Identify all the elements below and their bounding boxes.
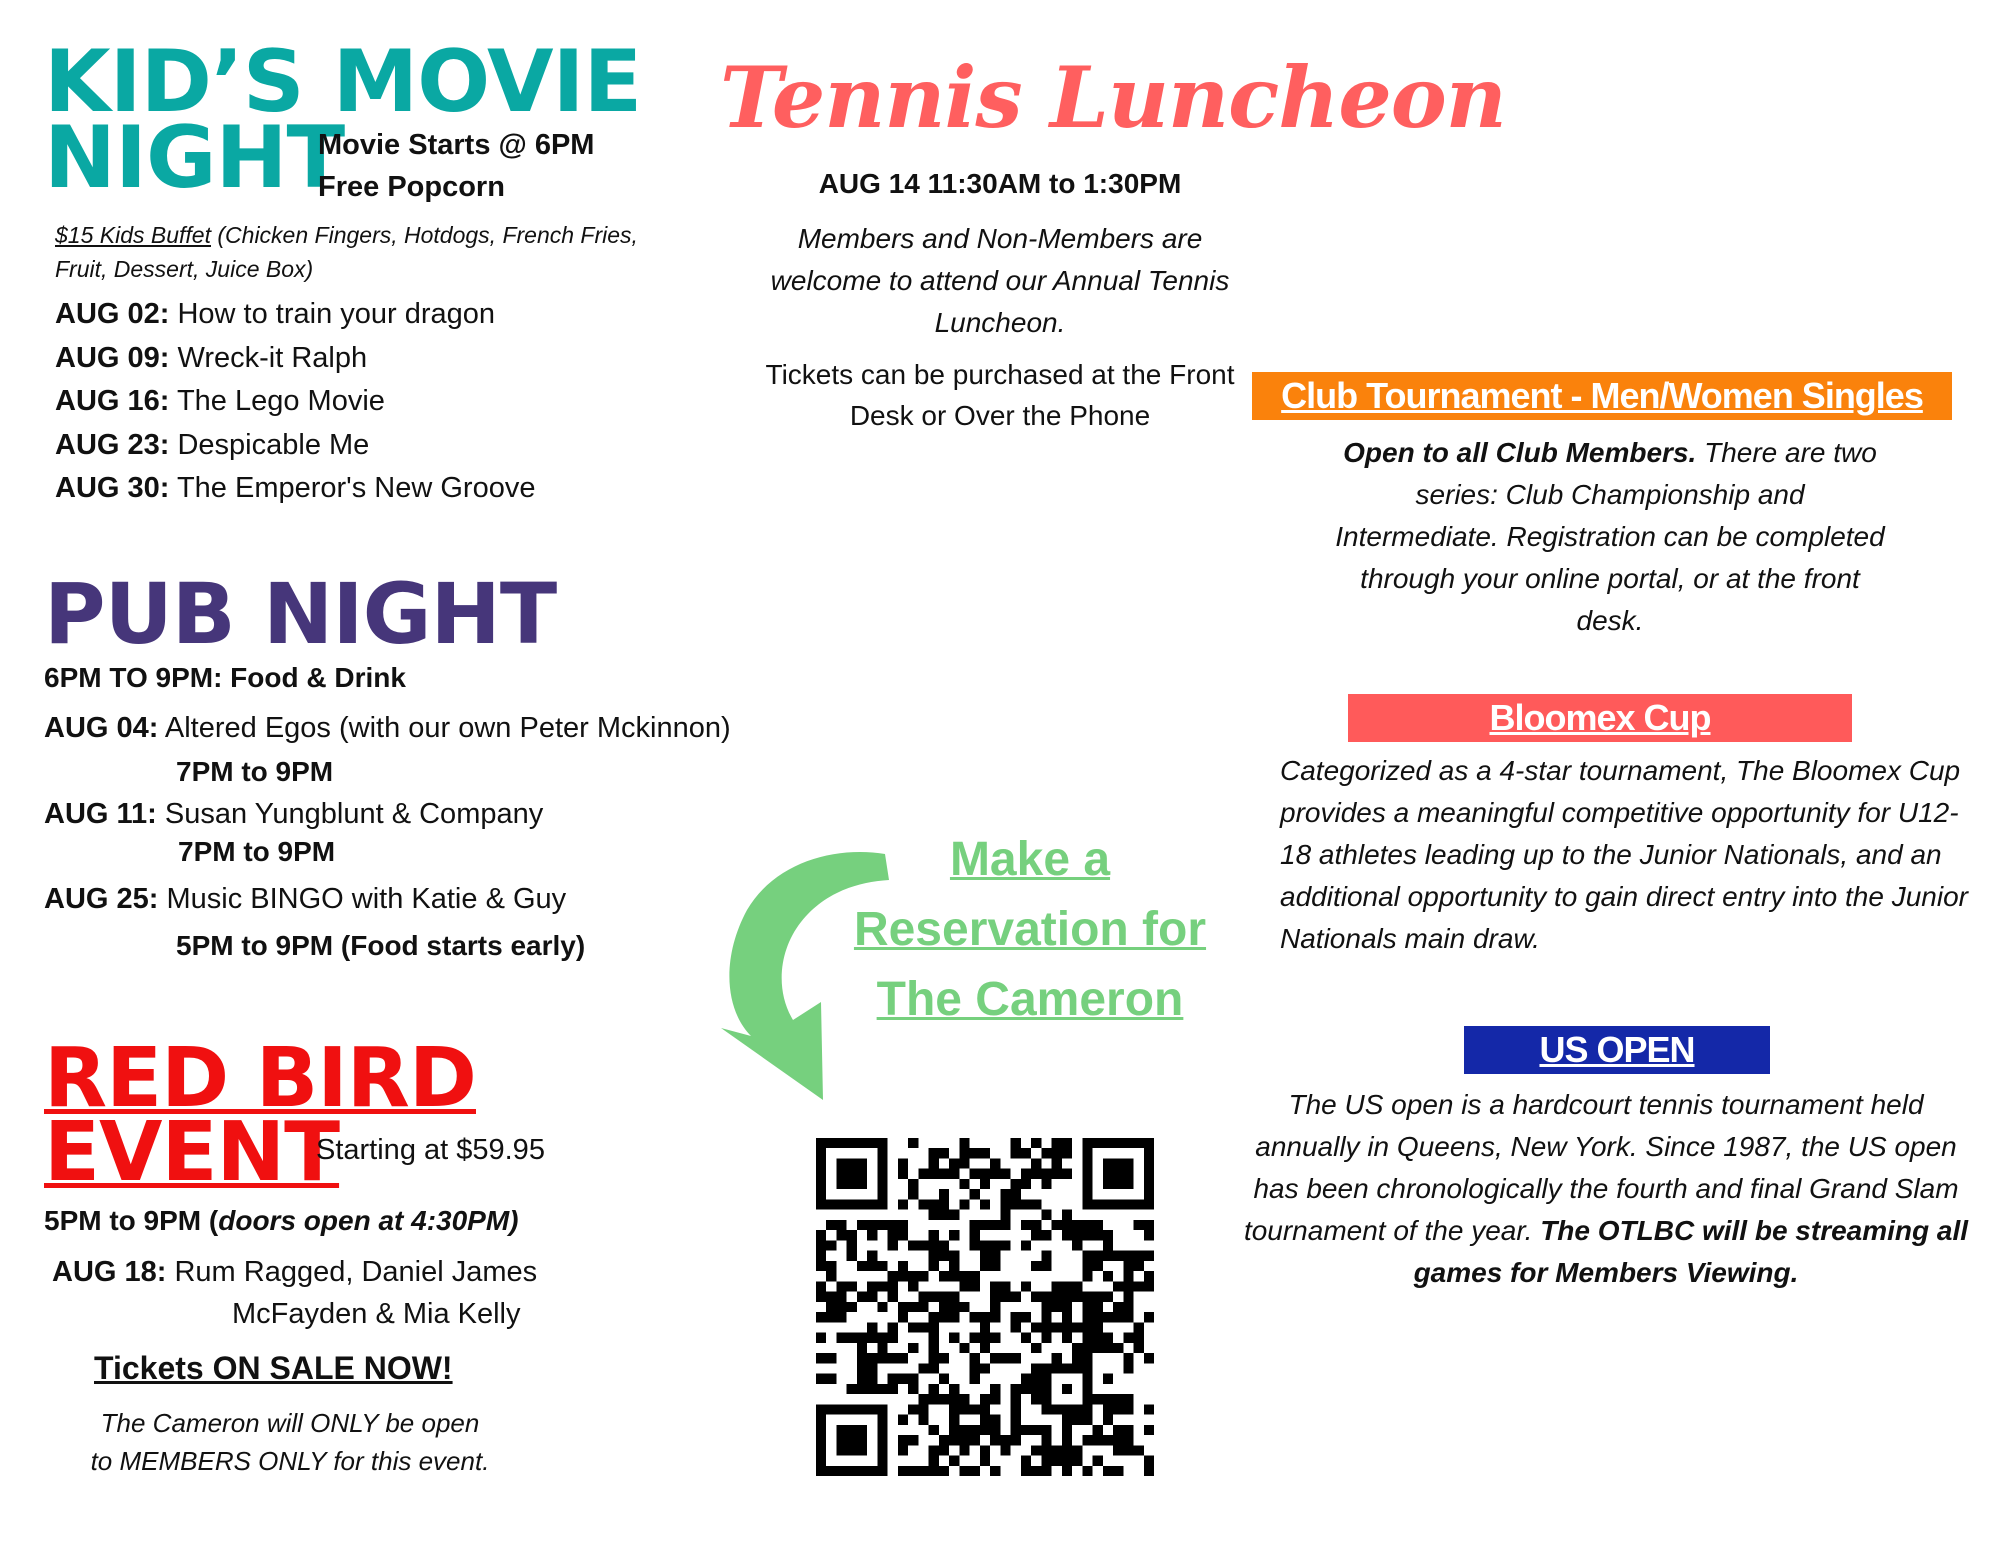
red-bird-price: Starting at $59.95 [316, 1134, 545, 1166]
club-tournament-banner: Club Tournament - Men/Women Singles [1252, 372, 1952, 420]
kids-title-line1: KID’S MOVIE [44, 32, 642, 132]
tennis-luncheon-title: Tennis Luncheon [720, 48, 1506, 147]
pub-event-act: Altered Egos (with our own Peter Mckinnon) [158, 712, 731, 744]
bloomex-cup-text: Categorized as a 4-star tournament, The Bloomex Cup provides a meaningful competitive opportunity for U12-18 athletes leading up to the Junior Nationals, and an additional opportunity to gain direct entry into the Junior Nationals main draw. [1280, 755, 1968, 954]
bloomex-cup-banner: Bloomex Cup [1348, 694, 1852, 742]
luncheon-date: AUG 14 11:30AM to 1:30PM [818, 168, 1182, 199]
qr-code-icon[interactable] [816, 1138, 1154, 1476]
red-bird-event-title [44, 1031, 476, 1200]
us-open-body: The US open is a hardcourt tennis tournament held annually in Queens, New York. Since 1987, the US open has been chronologically the fourth and final Grand Slam tournament of the year. [1243, 1089, 1959, 1246]
red-bird-hours [44, 1205, 519, 1237]
kids-movie-details [318, 124, 594, 208]
us-open-text [1236, 1084, 1976, 1294]
pub-event-time: 5PM to 9PM (Food starts early) [176, 930, 586, 961]
red-bird-hours-start: 5PM to 9PM ( [44, 1205, 219, 1236]
movie-list [55, 293, 535, 511]
luncheon-description: Members and Non-Members are welcome to attend our Annual Tennis Luncheon. [770, 223, 1230, 338]
reservation-line3: The Cameron [876, 973, 1184, 1026]
reservation-link[interactable] [840, 825, 1220, 1035]
red-bird-doors-open: doors open at 4:30PM) [218, 1205, 519, 1236]
list-item [55, 424, 535, 468]
pub-night-title: PUB NIGHT [44, 565, 557, 663]
movie-date: AUG 02: [55, 298, 170, 330]
us-open-streaming: The OTLBC will be streaming all games for Members Viewing. [1413, 1215, 1969, 1288]
list-item [55, 467, 535, 511]
pub-night-hours: 6PM TO 9PM: Food & Drink [44, 662, 406, 693]
buffet-items: (Chicken Fingers, Hotdogs, French Fries, Fruit, Dessert, Juice Box) [55, 222, 638, 282]
pub-event-row [44, 798, 543, 831]
club-tournament-body: There are two series: Club Championship and Intermediate. Registration can be completed through your online portal, or at the front desk. [1335, 437, 1885, 636]
movie-start-time: Movie Starts @ 6PM [318, 129, 595, 161]
buffet-price: $15 Kids Buffet [55, 222, 211, 248]
pub-event-date: AUG 04: [44, 712, 159, 744]
pub-event-act: Music BINGO with Katie & Guy [158, 883, 567, 915]
movie-title: Despicable Me [169, 428, 370, 461]
list-item [55, 293, 535, 337]
movie-date: AUG 16: [55, 385, 170, 417]
red-bird-date: AUG 18: [52, 1256, 167, 1288]
members-only-note: The Cameron will ONLY be open to MEMBERS ONLY for this event. [90, 1408, 490, 1476]
movie-title: How to train your dragon [169, 298, 496, 330]
red-bird-title-line1: RED BIRD [44, 1031, 476, 1126]
kids-title-line2: NIGHT [44, 108, 345, 208]
movie-date: AUG 30: [55, 472, 170, 504]
pub-event-row [44, 712, 731, 745]
red-bird-lineup [52, 1256, 537, 1289]
pub-event-time: 7PM to 9PM [178, 836, 336, 867]
movie-date: AUG 09: [55, 341, 170, 374]
list-item [55, 380, 535, 424]
club-tournament-text [1330, 432, 1890, 642]
movie-date: AUG 23: [55, 428, 170, 461]
kids-buffet [55, 218, 655, 286]
red-bird-acts-line2: McFayden & Mia Kelly [232, 1298, 521, 1330]
list-item [55, 337, 535, 381]
club-tournament-lead: Open to all Club Members. [1343, 437, 1697, 468]
pub-event-time: 7PM to 9PM [176, 756, 334, 787]
us-open-banner: US OPEN [1464, 1026, 1770, 1074]
pub-event-date: AUG 11: [44, 798, 157, 830]
movie-title: The Emperor's New Groove [169, 472, 536, 504]
pub-event-act: Susan Yungblunt & Company [156, 798, 544, 830]
reservation-line1: Make a [949, 833, 1111, 886]
luncheon-tickets: Tickets can be purchased at the Front Desk or Over the Phone [765, 359, 1235, 431]
red-bird-acts-line1: Rum Ragged, Daniel James [166, 1256, 538, 1288]
reservation-line2: Reservation for [853, 903, 1207, 956]
red-bird-title-line2: EVENT [44, 1105, 340, 1200]
movie-title: The Lego Movie [169, 385, 385, 417]
tickets-on-sale: Tickets ON SALE NOW! [94, 1350, 453, 1386]
pub-event-date: AUG 25: [44, 883, 159, 915]
free-popcorn: Free Popcorn [318, 171, 505, 203]
pub-event-row [44, 883, 566, 916]
movie-title: Wreck-it Ralph [169, 341, 368, 374]
